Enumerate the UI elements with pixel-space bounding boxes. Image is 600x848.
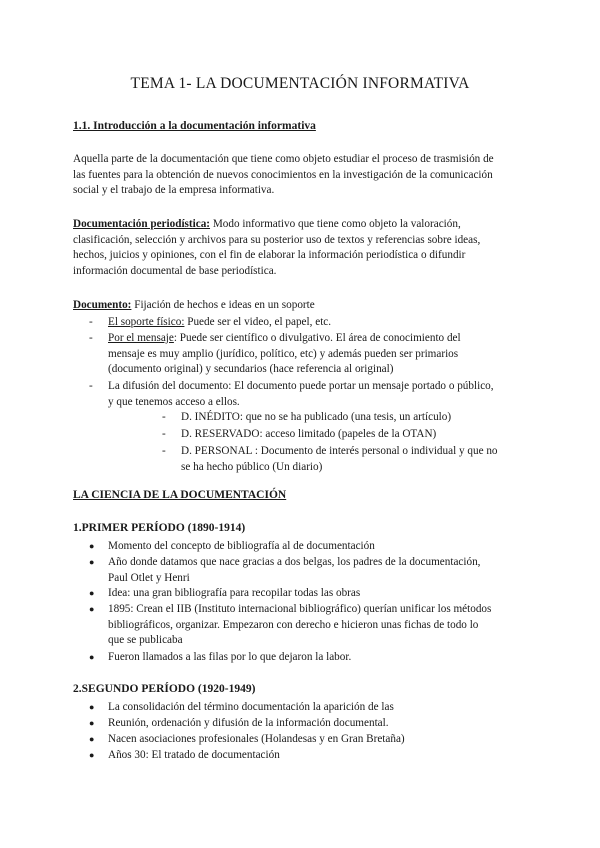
dash-marker: - — [89, 332, 93, 344]
bullet-dot: ● — [89, 604, 95, 614]
dash-marker: - — [162, 428, 166, 440]
section-heading-intro: 1.1. Introducción a la documentación informativa — [73, 120, 316, 132]
bullet-dot: ● — [89, 541, 95, 551]
bullet-dot: ● — [89, 734, 95, 744]
period1-heading: 1.PRIMER PERÍODO (1890-1914) — [73, 522, 246, 534]
bullet-dot: ● — [89, 652, 95, 662]
document-page: TEMA 1- LA DOCUMENTACIÓN INFORMATIVA 1.1. Introducción a la documentación informativa Aquella parte de la documentación que tiene como objeto estudiar el proceso de trasmisión de las fuentes para la obtención de nuevos conocimientos en la investigación de la comunicación social y el trabajo de la empresa informativa. Documentación periodística: Modo informativo que tiene como objeto la valoración, clasificación, selección y archivos para su posterior uso de textos y referencias sobre ideas, hechos, juicios y opiniones, con el fin de elaborar la información periodística o difundir información documental de base periodística. Documento: Fijación de hechos e ideas en un soporte - El soporte físico: Puede ser el video, el papel, etc. - Por el mensaje: Puede ser científico o divulgativo. El área de conocimiento del mensaje es muy amplio (jurídico, político, etc) y además pueden ser primarios (documento original) y secundarios (hace referencia al original) - La difusión del documento: El documento puede portar un mensaje portado o público, y que tenemos acceso a ellos. - D. INÉDITO: que no se ha publicado (una tesis, un artículo) - D. RESERVADO: acceso limitado (papeles de la OTAN) - D. PERSONAL : Documento de interés personal o individual y que no se ha hecho público (Un diario) LA CIENCIA DE LA DOCUMENTACIÓN 1.PRIMER PERÍODO (1890-1914) ● Momento del concepto de bibliografía al de documentación ● Año donde datamos que nace gracias a dos belgas, los padres de la documentación, Paul Otlet y Henri ● Idea: una gran bibliografía para recopilar todas las obras ● 1895: Crean el IIB (Instituto internacional bibliográfico) querían unificar los métodos bibliográficos, organizar. Empezaron con derecho e hicieron unas fichas de todo lo que se publicaba ● Fueron llamados a las filas por lo que dejaron la labor. 2.SEGUNDO PERÍODO (1920-1949) ● La consolidación del término documentación la aparición de las ● Reunión, ordenación y difusión de la información documental. ● Nacen asociaciones profesionales (Holandesas y en Gran Bretaña) ● Años 30: El tratado de documentación — [0, 0, 600, 848]
periodistica-paragraph: Documentación periodística: Modo informativo que tiene como objeto la valoración, clasificación, selección y archivos para su posterior uso de textos y referencias sobre ideas, hechos, juicios y opiniones, con el fin de elaborar la información periodística o difundir información documental de base periodística. — [73, 218, 481, 277]
bullet-dot: ● — [89, 750, 95, 760]
period2-heading: 2.SEGUNDO PERÍODO (1920-1949) — [73, 683, 256, 695]
bullet-dot: ● — [89, 718, 95, 728]
bullet-dot: ● — [89, 557, 95, 567]
documento-term: Documento: — [73, 299, 132, 311]
periodistica-term: Documentación periodística: — [73, 218, 211, 230]
dash-marker: - — [89, 316, 93, 328]
dash-marker: - — [162, 445, 166, 457]
bullet-dot: ● — [89, 702, 95, 712]
page-title: TEMA 1- LA DOCUMENTACIÓN INFORMATIVA — [130, 75, 470, 92]
bullet-dot: ● — [89, 588, 95, 598]
documento-definition: Documento: Fijación de hechos e ideas en un soporte — [73, 299, 315, 311]
intro-paragraph: Aquella parte de la documentación que tiene como objeto estudiar el proceso de trasmisión de las fuentes para la obtención de nuevos conocimientos en la investigación de la comunicación social y el trabajo de la empresa informativa. — [73, 153, 494, 196]
dash-marker: - — [89, 380, 93, 392]
dash-marker: - — [162, 411, 166, 423]
section-heading-ciencia: LA CIENCIA DE LA DOCUMENTACIÓN — [73, 489, 287, 501]
